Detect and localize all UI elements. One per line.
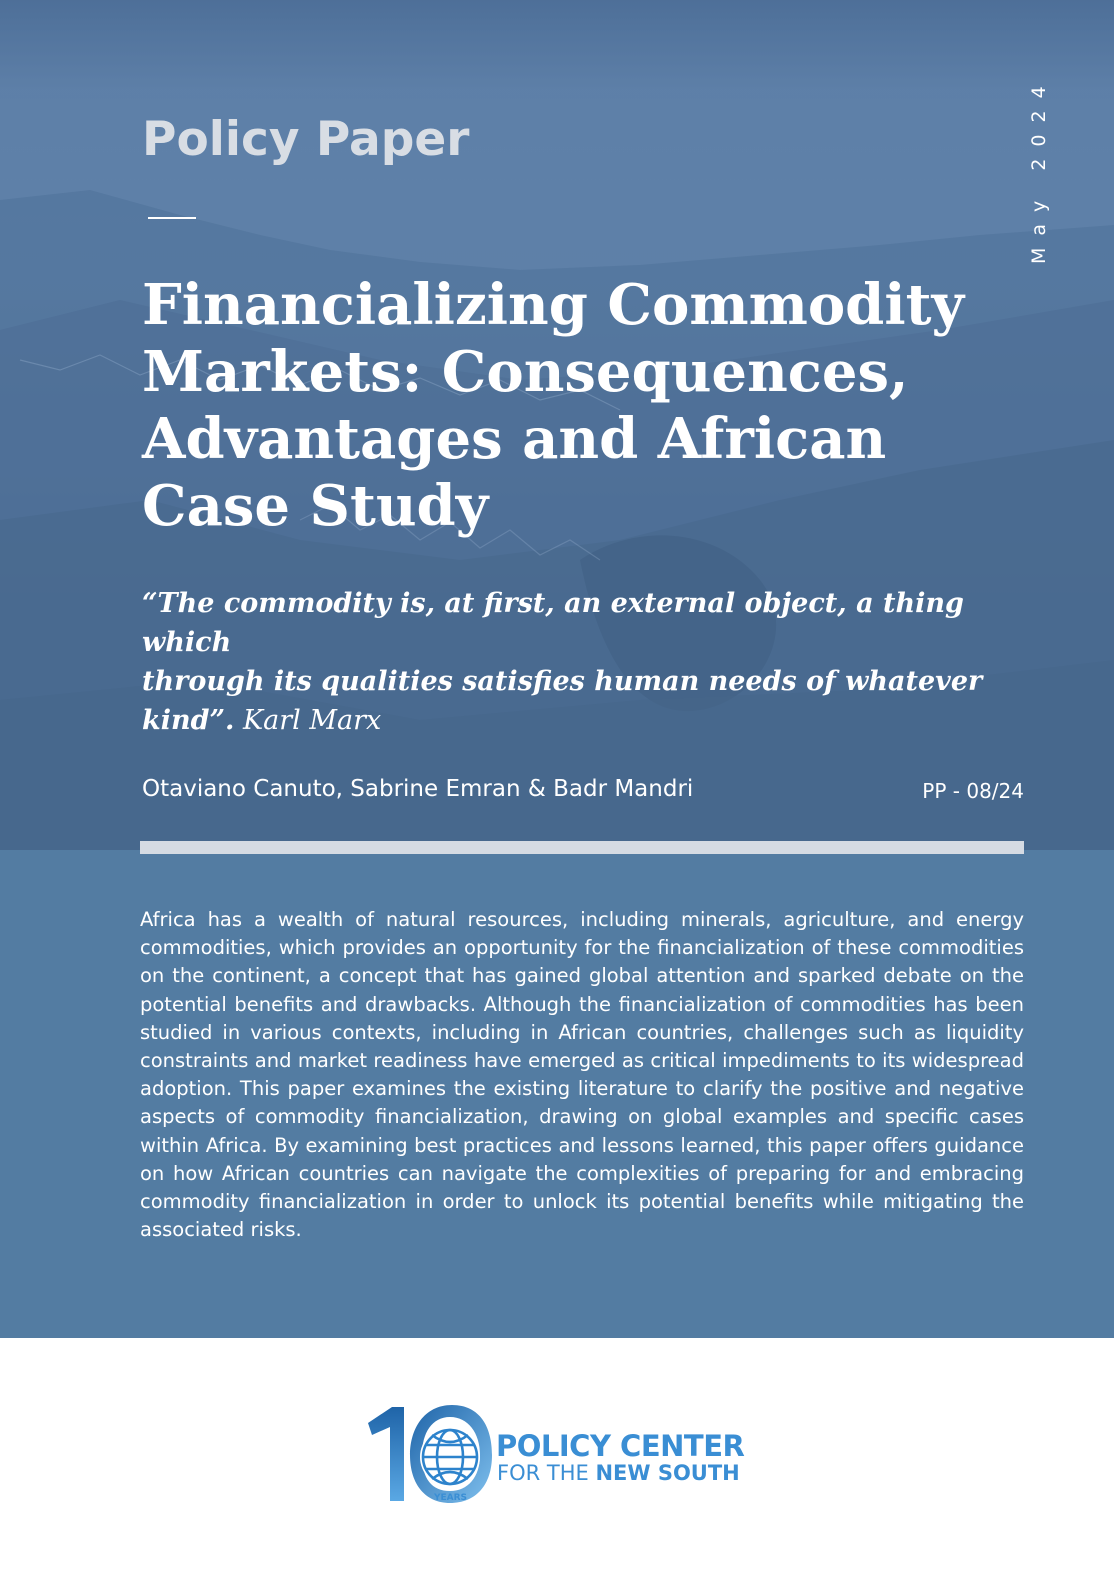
title-line: Markets: Consequences, — [142, 339, 909, 405]
title-line: Advantages and African — [142, 406, 887, 472]
logo-years: YEARS — [434, 1493, 468, 1503]
authors: Otaviano Canuto, Sabrine Emran & Badr Mandri — [142, 776, 694, 802]
document-type-label: Policy Paper — [142, 112, 470, 167]
paper-code: PP - 08/24 — [922, 779, 1024, 803]
section-divider — [140, 841, 1024, 854]
quote-attribution: Karl Marx — [234, 705, 382, 736]
publication-date: May 2024 — [1028, 74, 1050, 264]
logo-subtitle-strong: NEW SOUTH — [595, 1461, 740, 1485]
quote-end: kind”. — [142, 705, 235, 736]
abstract-text: Africa has a wealth of natural resources, including minerals, agriculture, and energy commodities, which provides an opportunity for the financialization of these commodities on the continent, a concept that has gained global attention and sparked debate on the potential benefits and drawbacks. Although the financialization of commodities has been studied in various contexts, including in African countries, challenges such as liquidity constraints and market readiness have emerged as critical impediments to its widespread adoption. This paper examines the existing literature to clarify the positive and negative aspects of commodity financialization, drawing on global examples and specific cases within Africa. By examining best practices and lessons learned, this paper offers guidance on how African countries can navigate the complexities of preparing for and embracing commodity financialization in order to unlock its potential benefits while mitigating the associated risks. — [140, 908, 1024, 1242]
title-line: Financializing Commodity — [142, 272, 965, 338]
quote-line: “The commodity is, at first, an external object, a thing which — [142, 588, 964, 658]
title-divider — [148, 217, 196, 219]
logo-subtitle-plain: FOR THE — [497, 1461, 596, 1485]
globe-icon — [360, 1405, 500, 1515]
logo-subtitle — [497, 1461, 740, 1485]
epigraph-quote — [142, 584, 1012, 740]
quote-line: through its qualities satisfies human needs of whatever — [142, 666, 983, 697]
policy-center-logo — [360, 1405, 760, 1515]
logo-title: POLICY CENTER — [496, 1429, 745, 1463]
quote-line-last — [142, 701, 1012, 740]
paper-title — [142, 272, 982, 540]
title-line: Case Study — [142, 473, 489, 539]
